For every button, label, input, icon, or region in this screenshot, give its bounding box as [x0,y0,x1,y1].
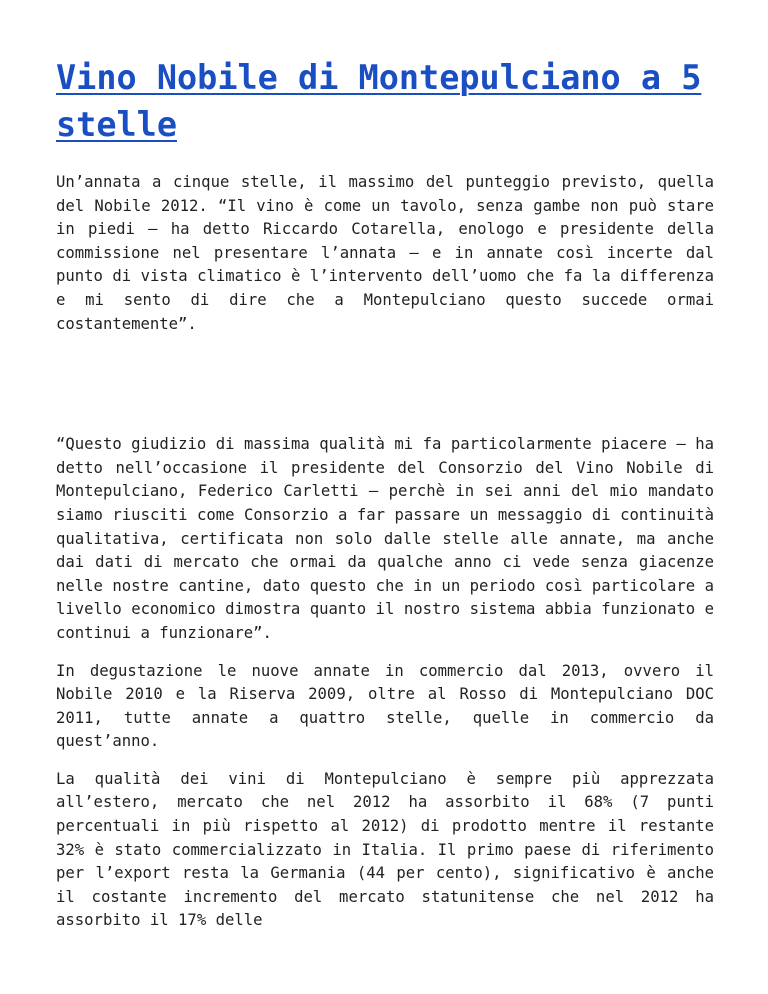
document-page [56,0,714,933]
paragraph-export: La qualità dei vini di Montepulciano è sempre più apprezzata all’estero, mercato che nel 2012 ha assorbito il 68% (7 punti percentuali in più rispetto al 2012) di prodotto mentre il restante 32% è stato commercializzato in Italia. Il primo paese di riferimento per l’export resta la Germania (44 per cento), significativo è anche il costante incremento del mercato statunitense che nel 2012 ha assorbito il 17% delle [56,769,714,930]
article-title [56,54,714,148]
paragraph-president-quote: “Questo giudizio di massima qualità mi fa particolarmente piacere – ha detto nell’occasione il presidente del Consorzio del Vino Nobile di Montepulciano, Federico Carletti – perchè in sei anni del mio mandato siamo riusciti come Consorzio a far passare un messaggio di continuità qualitativa, certificata non solo dalle stelle alle annate, ma anche dai dati di mercato che ormai da qualche anno ci vede senza giacenze nelle nostre cantine, dato questo che in un periodo così particolare a livello economico dimostra quanto il nostro sistema abbia funzionato e continui a funzionare”. [56,435,714,642]
article-title-link[interactable]: Vino Nobile di Montepulciano a 5 stelle [56,58,702,144]
paragraph-spacer [56,336,714,433]
paragraph-tasting: In degustazione le nuove annate in commercio dal 2013, ovvero il Nobile 2010 e la Riserva 2009, oltre al Rosso di Montepulciano DOC 2011, tutte annate a quattro stelle, quelle in commercio da quest’anno. [56,661,714,751]
paragraph-intro: Un’annata a cinque stelle, il massimo del punteggio previsto, quella del Nobile 2012. “Il vino è come un tavolo, senza gambe non può stare in piedi – ha detto Riccardo Cotarella, enologo e presidente della commissione nel presentare l’annata – e in annate così incerte dal punto di vista climatico è l’intervento dell’uomo che fa la differenza e mi sento di dire che a Montepulciano questo succede ormai costantemente”. [56,173,714,333]
